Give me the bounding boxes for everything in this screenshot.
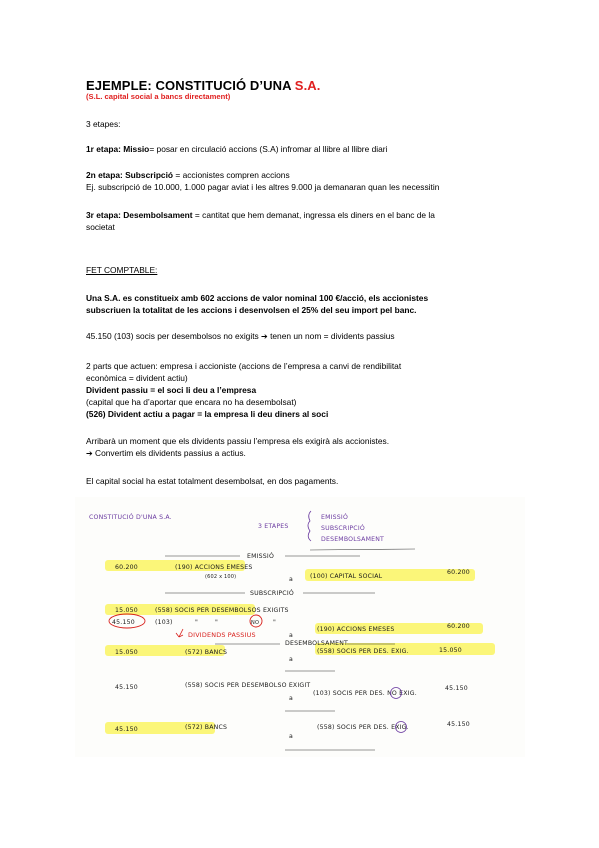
section-emissio: EMISSIÓ: [247, 553, 275, 560]
etapa-3: [86, 210, 526, 221]
r4-right-amount: 15.050: [439, 647, 462, 654]
title-main: EJEMPLE: CONSTITUCIÓ D’UNA: [86, 78, 295, 93]
r6-a: a: [289, 733, 293, 740]
r1-left-amount: 60.200: [115, 564, 138, 571]
socis-text-b: tenen un nom = dividents passius: [267, 331, 395, 341]
sketch-etapa-2: SUBSCRIPCIÓ: [321, 525, 365, 532]
intro-text: 3 etapes:: [86, 119, 121, 129]
r3-left-amount: 45.150: [112, 619, 135, 626]
etapa-2-text: = accionistes compren accions: [173, 170, 290, 180]
etapa-1: [86, 144, 526, 155]
enunciat-line-2: subscriuen la totalitat de les accions i desenvolsen el 25% del seu import pel banc.: [86, 305, 417, 315]
r1-right-amount: 60.200: [447, 569, 470, 576]
divident-passiu: Divident passiu = el soci li deu a l’empresa: [86, 385, 257, 395]
r4-left-amount: 15.050: [115, 649, 138, 656]
r1-right-account: (100) CAPITAL SOCIAL: [310, 573, 383, 580]
sketch-etapa-3: DESEMBOLSAMENT: [321, 536, 385, 543]
arrow-right-icon: ➔: [261, 332, 268, 341]
r2-left-amount: 15.050: [115, 607, 138, 614]
sketch-etapes-label: 3 ETAPES: [258, 523, 289, 530]
etapa-3-line2: societat: [86, 222, 115, 232]
r5-right-amount: 45.150: [445, 685, 468, 692]
r1-note: (602 x 100): [205, 574, 237, 580]
etapa-3-text: = cantitat que hem demanat, ingressa els diners en el banc de la: [192, 210, 435, 220]
etapa-3-label: 3r etapa: Desembolsament: [86, 210, 193, 220]
socis-text-a: 45.150 (103) socis per desembolsos no exigits: [86, 331, 262, 341]
parts-line-1: 2 parts que actuen: empresa i accioniste (accions de l’empresa a canvi de rendibilitat: [86, 361, 402, 371]
r5-a: a: [289, 695, 293, 702]
r2-left-account: (558) SOCIS PER DESEMBOLSOS EXIGITS: [155, 607, 289, 614]
r3-ditto-1: ": [195, 619, 199, 626]
r4-left-account: (572) BANCS: [185, 649, 228, 656]
r6-right-amount: 45.150: [447, 721, 470, 728]
etapa-2: [86, 170, 526, 181]
etapa-1-label: 1r etapa: Missio: [86, 144, 150, 154]
etapa-2-example: Ej. subscripció de 10.000, 1.000 pagar aviat i les altres 9.000 ja demanaran quan les necessitin: [86, 182, 440, 192]
r1-left-account: (190) ACCIONS EMESES: [175, 564, 253, 571]
r3-dividends-passius: DIVIDENDS PASSIUS: [188, 631, 256, 639]
r3-right-amount: 60.200: [447, 623, 470, 630]
arrow-right-icon: ➔: [86, 449, 93, 458]
page-title: [86, 78, 320, 93]
r5-left-account: (558) SOCIS PER DESEMBOLSO EXIGIT: [185, 682, 311, 689]
parts-line-2: econòmica = divident actiu): [86, 373, 188, 383]
page-subtitle: (S.L. capital social a bancs directament): [86, 92, 231, 101]
r6-right-account: (558) SOCIS PER DES. EXIG.: [317, 724, 409, 731]
divident-actiu: (526) Divident actiu a pagar = la empresa li deu diners al soci: [86, 409, 329, 419]
r3-left-account: (103): [155, 619, 173, 626]
section-fet-comptable: FET COMPTABLE:: [86, 265, 158, 275]
enunciat-line-1: Una S.A. es constitueix amb 602 accions de valor nominal 100 €/acció, els accionistes: [86, 293, 429, 303]
r4-a: a: [289, 656, 293, 663]
r3-right-account: (190) ACCIONS EMESES: [317, 626, 395, 633]
convertim-line: [86, 448, 526, 459]
r3-no: NO: [251, 620, 260, 626]
capital-final: El capital social ha estat totalment desembolsat, en dos pagaments.: [86, 476, 339, 486]
sketch-title: CONSTITUCIÓ D'UNA S.A.: [89, 514, 172, 521]
convertim-text: Convertim els dividents passius a actius.: [92, 448, 246, 458]
r5-left-amount: 45.150: [115, 684, 138, 691]
section-desemborsament: DESEMBOLSAMENT: [285, 640, 349, 647]
r3-a: a: [289, 632, 293, 639]
r1-a: a: [289, 576, 293, 583]
r6-left-amount: 45.150: [115, 726, 138, 733]
r5-right-account: (103) SOCIS PER DES. NO EXIG.: [313, 690, 417, 697]
section-subscripcio: SUBSCRIPCIÓ: [250, 590, 294, 597]
r3-ditto-3: ": [273, 619, 277, 626]
socis-line: [86, 331, 526, 342]
capital-nota: (capital que ha d’aportar que encara no ha desembolsat): [86, 397, 297, 407]
title-accent: S.A.: [294, 78, 321, 93]
handwritten-accounting-sketch: [75, 497, 525, 757]
r4-right-account: (558) SOCIS PER DES. EXIG.: [317, 648, 409, 655]
arribara-text: Arribarà un moment que els dividents passiu l’empresa els exigirà als accionistes.: [86, 436, 390, 446]
sketch-etapa-1: EMISSIÓ: [321, 514, 349, 521]
r6-left-account: (572) BANCS: [185, 724, 228, 731]
etapa-2-label: 2n etapa: Subscripció: [86, 170, 174, 180]
etapa-1-text: = posar en circulació accions (S.A) infromar al llibre al llibre diari: [149, 144, 388, 154]
r3-ditto-2: ": [215, 619, 219, 626]
